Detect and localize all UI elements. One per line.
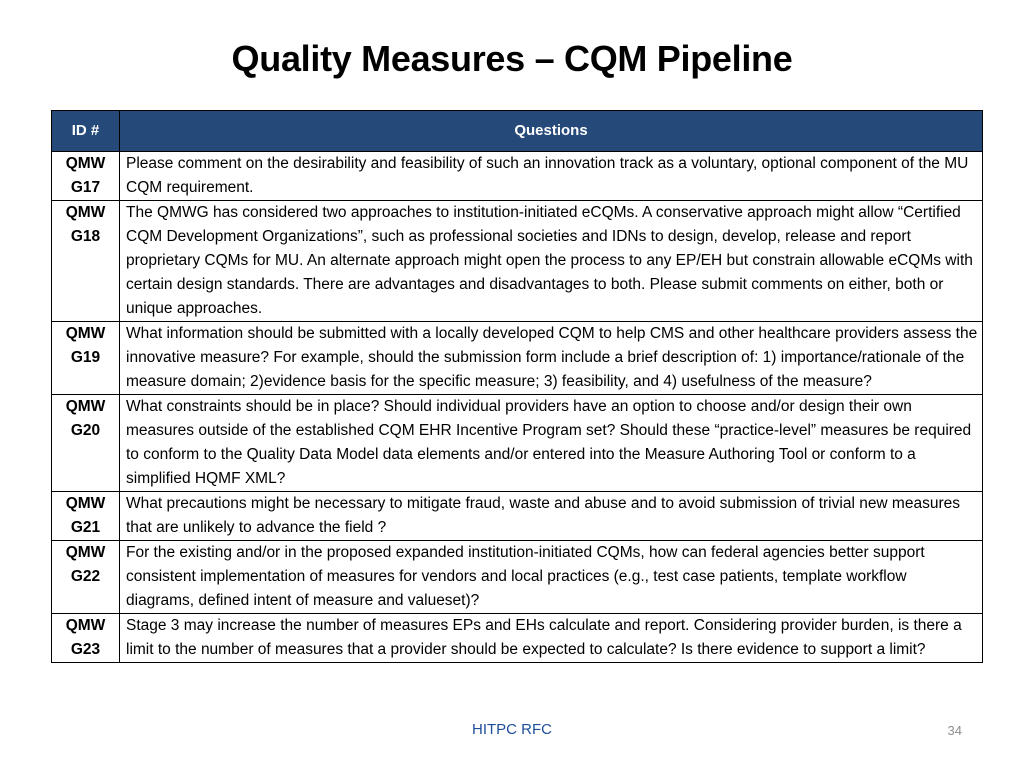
row-id: QMW G18 [52,201,120,322]
row-question: What information should be submitted with a locally developed CQM to help CMS and other healthcare providers assess the innovative measure? For example, should the submission form include a brief description of: 1) importance/rationale of the measure domain; 2)evidence basis for the specific measure; 3) feasibility, and 4) usefulness of the measure? [120,322,983,395]
row-question: Stage 3 may increase the number of measures EPs and EHs calculate and report. Considering provider burden, is there a limit to the number of measures that a provider should be expected to calculate? Is there evidence to support a limit? [120,614,983,663]
questions-table [51,110,983,663]
row-id: QMW G21 [52,492,120,541]
row-question: The QMWG has considered two approaches to institution-initiated eCQMs. A conservative approach might allow “Certified CQM Development Organizations”, such as professional societies and IDNs to design, develop, release and report proprietary CQMs for MU. An alternate approach might open the process to any EP/EH but constrain allowable eCQMs with certain design standards. There are advantages and disadvantages to both. Please submit comments on either, both or unique approaches. [120,201,983,322]
header-id: ID # [52,111,120,152]
slide-title: Quality Measures – CQM Pipeline [231,38,793,79]
page-number: 34 [947,723,962,738]
row-id: QMW G19 [52,322,120,395]
row-id: QMW G23 [52,614,120,663]
row-question: For the existing and/or in the proposed expanded institution-initiated CQMs, how can federal agencies better support consistent implementation of measures for vendors and local practices (e.g., test case patients, template workflow diagrams, defined intent of measure and valueset)? [120,541,983,614]
table-header-row [52,111,983,152]
table-row [52,395,983,492]
table-row [52,541,983,614]
table-row [52,152,983,201]
header-questions: Questions [120,111,983,152]
row-id: QMW G17 [52,152,120,201]
table-row [52,201,983,322]
row-question: What constraints should be in place? Should individual providers have an option to choose and/or design their own measures outside of the established CQM EHR Incentive Program set? Should these “practice-level” measures be required to conform to the Quality Data Model data elements and/or entered into the Measure Authoring Tool or conform to a simplified HQMF XML? [120,395,983,492]
row-question: Please comment on the desirability and feasibility of such an innovation track as a voluntary, optional component of the MU CQM requirement. [120,152,983,201]
table-row [52,492,983,541]
footer-label: HITPC RFC [472,721,552,738]
row-id: QMW G20 [52,395,120,492]
table-row [52,322,983,395]
table-row [52,614,983,663]
row-id: QMW G22 [52,541,120,614]
row-question: What precautions might be necessary to mitigate fraud, waste and abuse and to avoid submission of trivial new measures that are unlikely to advance the field ? [120,492,983,541]
